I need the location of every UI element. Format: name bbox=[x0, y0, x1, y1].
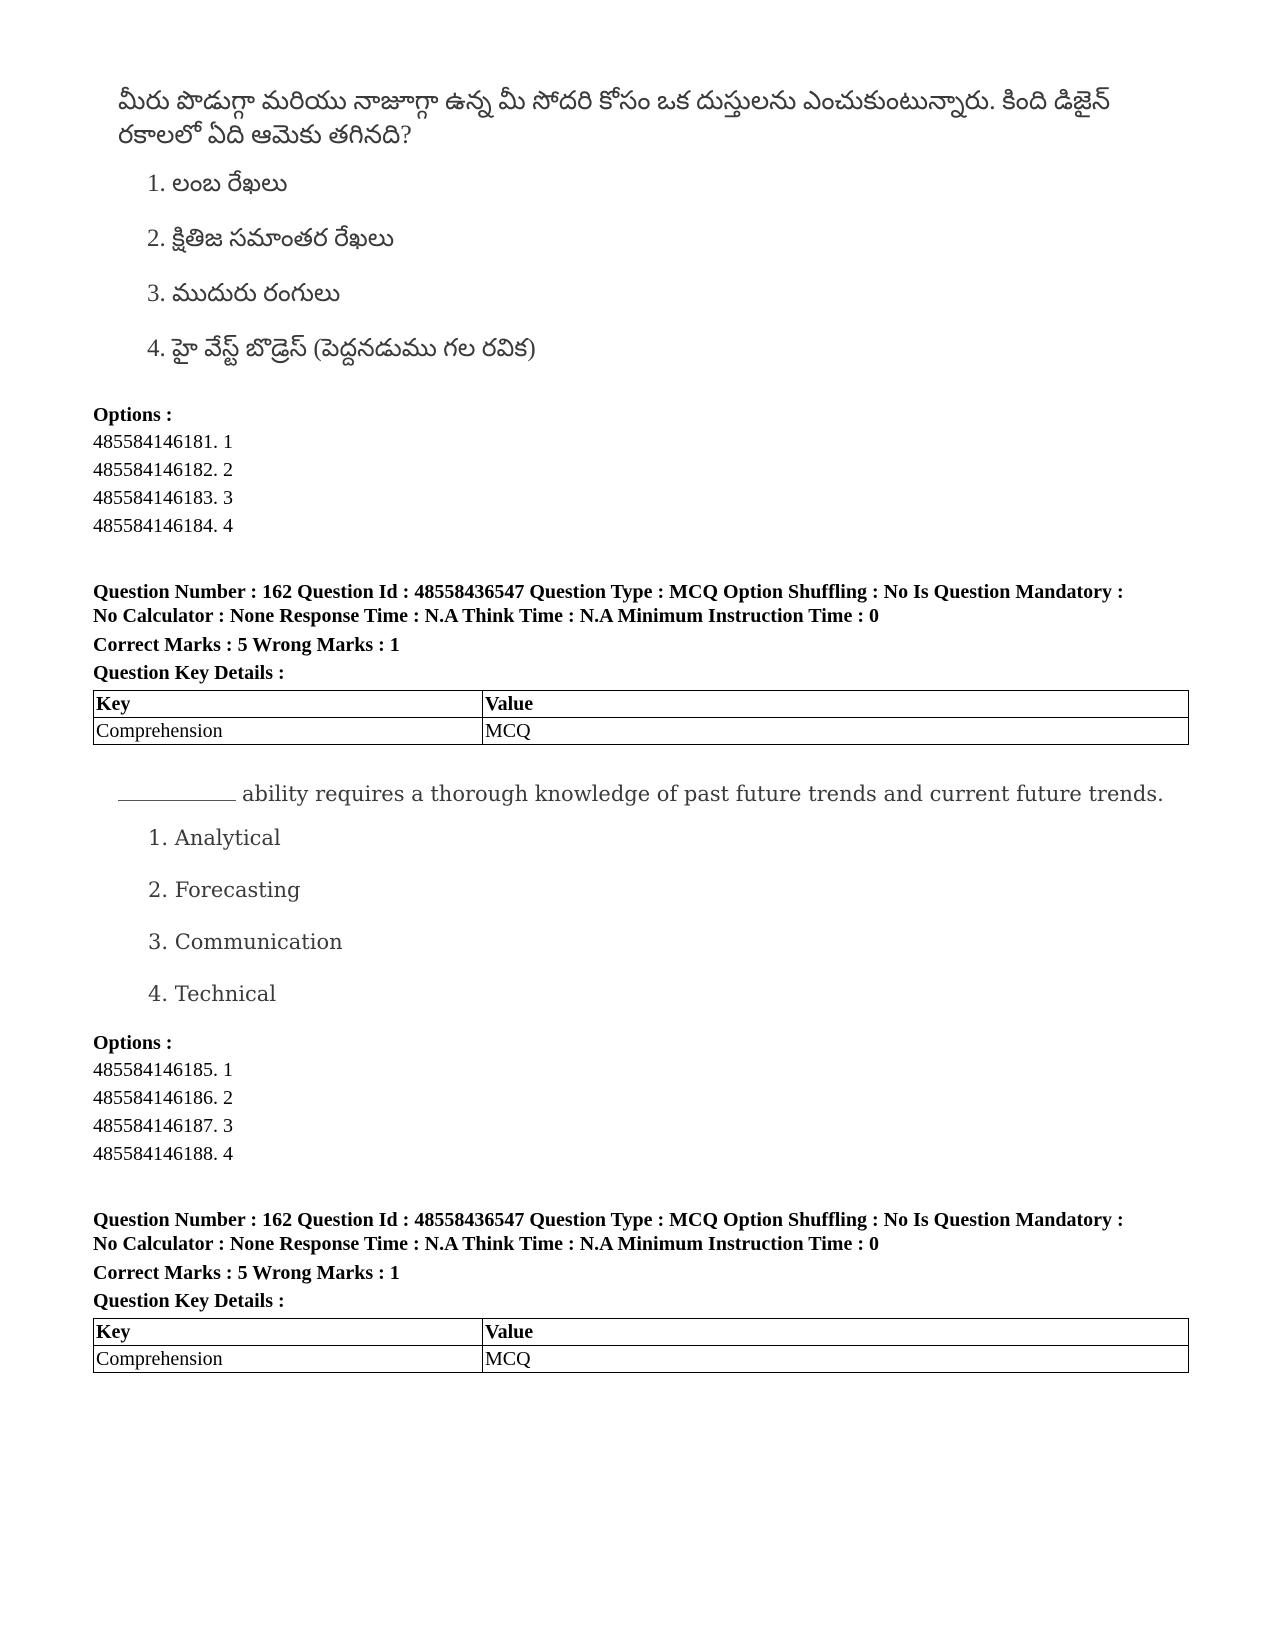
option-id: 485584146184. 4 bbox=[93, 515, 233, 537]
key-details-table bbox=[93, 1318, 1189, 1373]
choice-1: 1. లంబ రేఖలు bbox=[147, 170, 288, 197]
question-meta-line2: No Calculator : None Response Time : N.A Think Time : N.A Minimum Instruction Time : 0 bbox=[93, 605, 879, 627]
cell-value: MCQ bbox=[483, 718, 1189, 745]
marks-info: Correct Marks : 5 Wrong Marks : 1 bbox=[93, 1262, 400, 1284]
option-id: 485584146182. 2 bbox=[93, 459, 233, 481]
option-id: 485584146181. 1 bbox=[93, 431, 233, 453]
question-text-telugu: మీరు పొడుగ్గా మరియు నాజూగ్గా ఉన్న మీ సోదరి కోసం ఒక దుస్తులను ఎంచుకుంటున్నారు. కింది డిజైన్ రకాలలో ఏది ఆమెకు తగినది? bbox=[118, 86, 1111, 149]
key-details-table bbox=[93, 690, 1189, 745]
question-meta-line1: Question Number : 162 Question Id : 48558436547 Question Type : MCQ Option Shuffling : No Is Question Mandatory : bbox=[93, 1209, 1124, 1231]
options-label: Options : bbox=[93, 1032, 173, 1054]
table-row bbox=[94, 718, 1189, 745]
choice-3: 3. ముదురు రంగులు bbox=[147, 280, 341, 307]
table-row bbox=[94, 1346, 1189, 1373]
header-key: Key bbox=[94, 1319, 483, 1346]
cell-value: MCQ bbox=[483, 1346, 1189, 1373]
cell-key: Comprehension bbox=[94, 1346, 483, 1373]
options-label: Options : bbox=[93, 404, 173, 426]
header-value: Value bbox=[483, 1319, 1189, 1346]
table-header-row bbox=[94, 691, 1189, 718]
choice-4: 4. Technical bbox=[148, 982, 277, 1006]
choice-3: 3. Communication bbox=[148, 930, 343, 954]
question-text-english bbox=[118, 782, 1164, 806]
key-details-label: Question Key Details : bbox=[93, 662, 285, 684]
question-meta-line1: Question Number : 162 Question Id : 48558436547 Question Type : MCQ Option Shuffling : No Is Question Mandatory : bbox=[93, 581, 1124, 603]
header-key: Key bbox=[94, 691, 483, 718]
option-id: 485584146188. 4 bbox=[93, 1143, 233, 1165]
table-header-row bbox=[94, 1319, 1189, 1346]
marks-info: Correct Marks : 5 Wrong Marks : 1 bbox=[93, 634, 400, 656]
question-meta-line2: No Calculator : None Response Time : N.A Think Time : N.A Minimum Instruction Time : 0 bbox=[93, 1233, 879, 1255]
option-id: 485584146187. 3 bbox=[93, 1115, 233, 1137]
choice-4: 4. హై వేస్ట్ బొడ్రెస్ (పెద్దనడుము గల రవిక) bbox=[147, 335, 536, 362]
option-id: 485584146183. 3 bbox=[93, 487, 233, 509]
question-text: ability requires a thorough knowledge of past future trends and current future trends. bbox=[242, 782, 1164, 806]
choice-2: 2. Forecasting bbox=[148, 878, 301, 902]
choice-1: 1. Analytical bbox=[148, 826, 281, 850]
choice-2: 2. క్షితిజ సమాంతర రేఖలు bbox=[147, 225, 395, 252]
cell-key: Comprehension bbox=[94, 718, 483, 745]
header-value: Value bbox=[483, 691, 1189, 718]
option-id: 485584146185. 1 bbox=[93, 1059, 233, 1081]
option-id: 485584146186. 2 bbox=[93, 1087, 233, 1109]
key-details-label: Question Key Details : bbox=[93, 1290, 285, 1312]
answer-blank bbox=[118, 782, 236, 801]
